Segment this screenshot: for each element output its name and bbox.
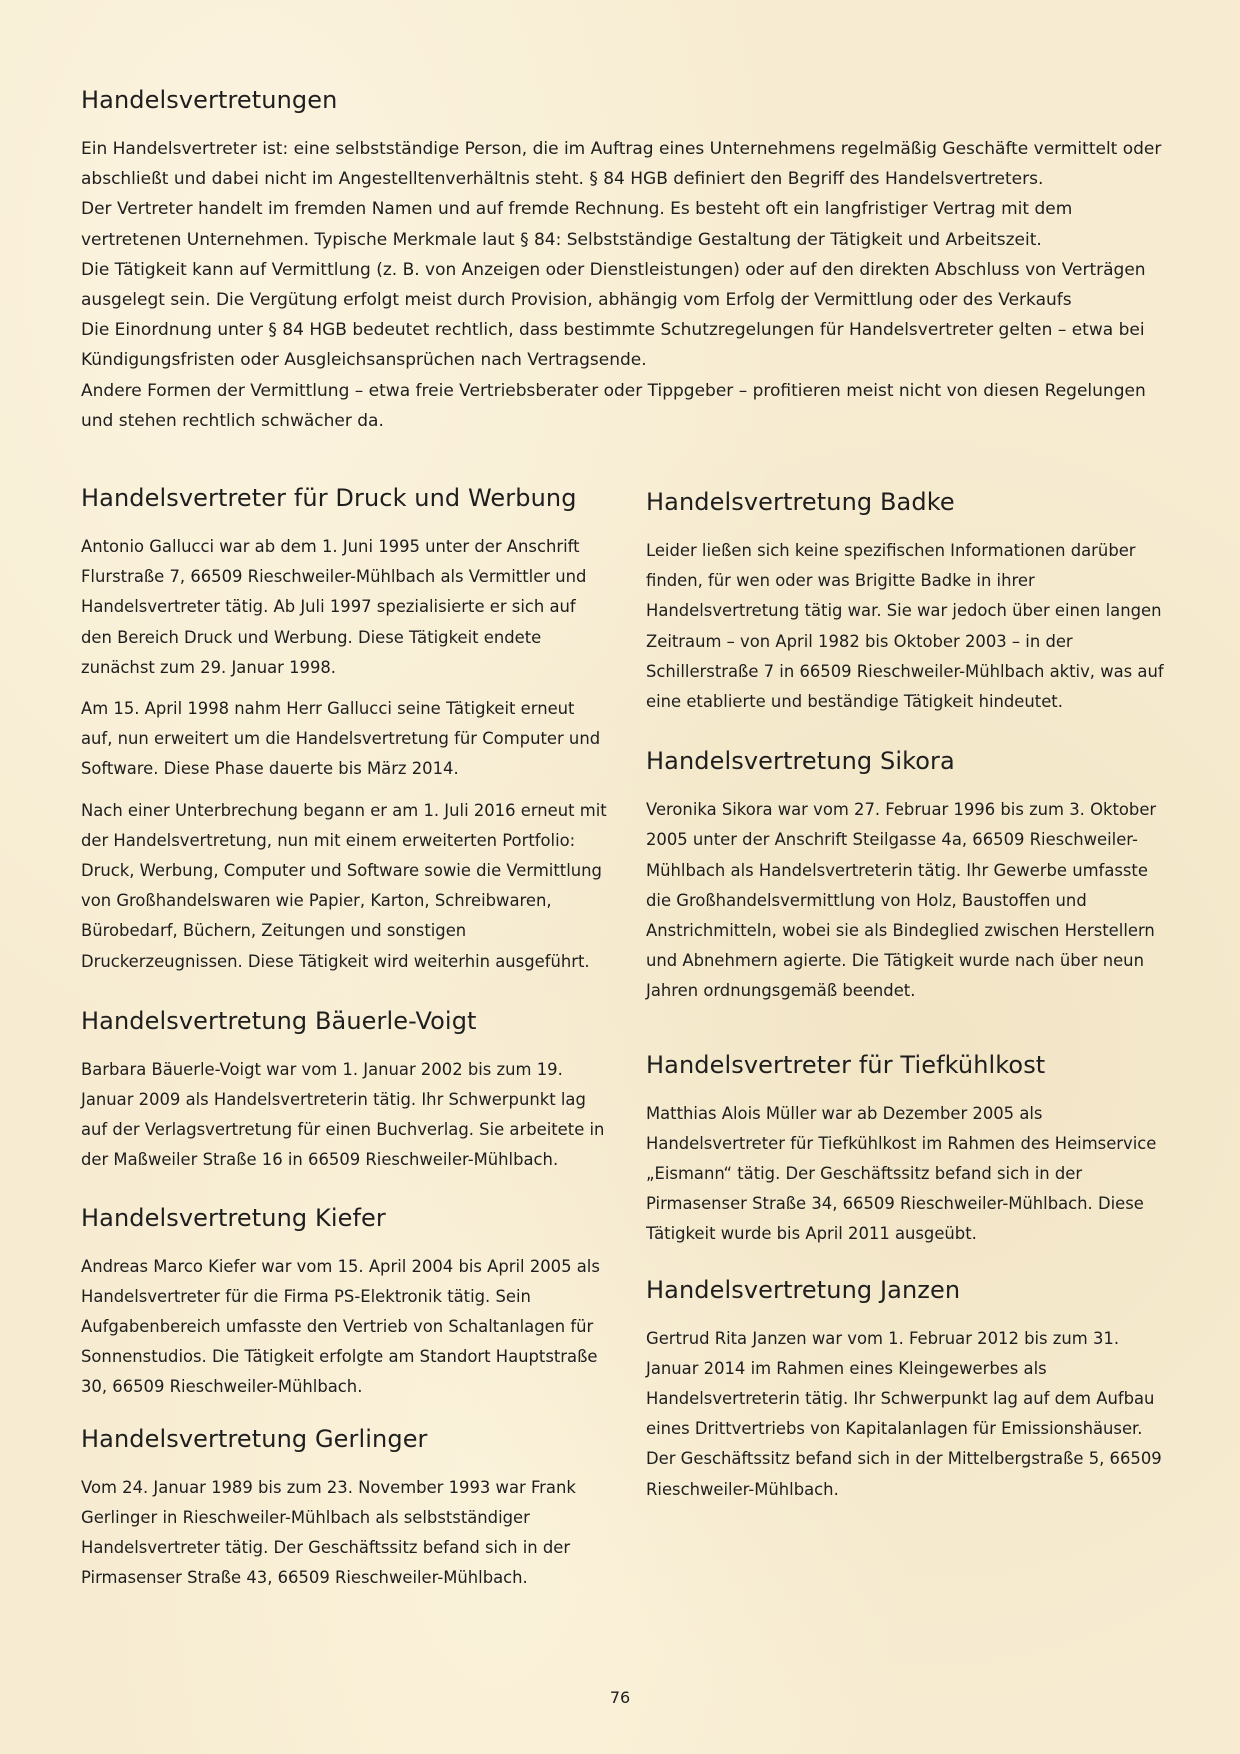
section-baeuerle-voigt <box>81 1007 611 1176</box>
section-gerlinger <box>81 1425 611 1594</box>
section-title: Handelsvertretung Gerlinger <box>81 1424 428 1453</box>
section-paragraph: Matthias Alois Müller war ab Dezember 2005 als Handelsvertreter für Tiefkühlkost im Rahmen des Heimservice „Eismann“ tätig. Der Geschäftssitz befand sich in der Pirmasenser Straße 34, 66509 Rieschweiler-Mühlbach. Diese Tätigkeit wurde bis April 2011 ausgeübt. <box>646 1103 1157 1244</box>
section-title: Handelsvertretung Badke <box>646 488 955 516</box>
section-tiefkuehlkost <box>646 1051 1166 1250</box>
section-paragraph: Leider ließen sich keine spezifischen Informationen darüber finden, für wen oder was Brigitte Badke in ihrer Handelsvertretung tätig war. Sie war jedoch über einen langen Zeitraum – von April 1982 bis Oktober 2003 – in der Schillerstraße 7 in 66509 Rieschweiler-Mühlbach aktiv, was auf eine etablierte und beständige Tätigkeit hindeutet. <box>646 541 1164 712</box>
intro-section <box>81 86 1166 436</box>
page-number: 76 <box>609 1688 631 1707</box>
section-druck-werbung <box>81 484 611 977</box>
section-janzen <box>646 1276 1166 1505</box>
intro-paragraph: Andere Formen der Vermittlung – etwa freie Vertriebsberater oder Tippgeber – profitieren meist nicht von diesen Regelungen und stehen rechtlich schwächer da. <box>81 380 1146 431</box>
section-sikora <box>646 747 1166 1006</box>
section-paragraph: Vom 24. Januar 1989 bis zum 23. November 1993 war Frank Gerlinger in Rieschweiler-Mühlbach als selbstständiger Handelsvertreter tätig. Der Geschäftssitz befand sich in der Pirmasenser Straße 43, 66509 Rieschweiler-Mühlbach. <box>81 1477 576 1588</box>
section-paragraph: Andreas Marco Kiefer war vom 15. April 2004 bis April 2005 als Handelsvertreter für die Firma PS-Elektronik tätig. Sein Aufgabenbereich umfasste den Vertrieb von Schaltanlagen für Sonnenstudios. Die Tätigkeit erfolgte am Standort Hauptstraße 30, 66509 Rieschweiler-Mühlbach. <box>81 1256 600 1397</box>
section-paragraph: Antonio Gallucci war ab dem 1. Juni 1995 unter der Anschrift Flurstraße 7, 66509 Rieschweiler-Mühlbach als Vermittler und Handelsvertreter tätig. Ab Juli 1997 spezialisierte er sich auf den Bereich Druck und Werbung. Diese Tätigkeit endete zunächst zum 29. Januar 1998. <box>81 537 587 677</box>
section-title: Handelsvertreter für Druck und Werbung <box>81 484 577 512</box>
intro-paragraph: Die Tätigkeit kann auf Vermittlung (z. B. von Anzeigen oder Dienstleistungen) oder auf den direkten Abschluss von Verträgen ausgelegt sein. Die Vergütung erfolgt meist durch Provision, abhängig vom Erfolg der Vermittlung oder des Verkaufs <box>81 259 1146 311</box>
intro-paragraph: Die Einordnung unter § 84 HGB bedeutet rechtlich, dass bestimmte Schutzregelungen für Handelsvertreter gelten – etwa bei Kündigungsfristen oder Ausgleichsansprüchen nach Vertragsende. <box>81 320 1145 371</box>
section-paragraph: Barbara Bäuerle-Voigt war vom 1. Januar 2002 bis zum 19. Januar 2009 als Handelsvertreterin tätig. Ihr Schwerpunkt lag auf der Verlagsvertretung für einen Buchverlag. Sie arbeitete in der Maßweiler Straße 16 in 66509 Rieschweiler-Mühlbach. <box>81 1059 605 1170</box>
intro-paragraph: Der Vertreter handelt im fremden Namen und auf fremde Rechnung. Es besteht oft ein langfristiger Vertrag mit dem vertretenen Unternehmen. Typische Merkmale laut § 84: Selbstständige Gestaltung der Tätigkeit und Arbeitszeit. <box>81 199 1073 250</box>
section-paragraph: Gertrud Rita Janzen war vom 1. Februar 2012 bis zum 31. Januar 2014 im Rahmen eines Kleingewerbes als Handelsvertreterin tätig. Ihr Schwerpunkt lag auf dem Aufbau eines Drittvertriebs von Kapitalanlagen für Emissionshäuser. Der Geschäftssitz befand sich in der Mittelbergstraße 5, 66509 Rieschweiler-Mühlbach. <box>646 1328 1162 1499</box>
intro-title: Handelsvertretungen <box>81 86 338 114</box>
section-kiefer <box>81 1204 611 1403</box>
left-column <box>81 484 611 1617</box>
section-badke <box>646 488 1166 717</box>
section-paragraph: Am 15. April 1998 nahm Herr Gallucci seine Tätigkeit erneut auf, nun erweitert um die Handelsvertretung für Computer und Software. Diese Phase dauerte bis März 2014. <box>81 699 601 779</box>
section-paragraph: Veronika Sikora war vom 27. Februar 1996 bis zum 3. Oktober 2005 unter der Anschrift Steilgasse 4a, 66509 Rieschweiler-Mühlbach als Handelsvertreterin tätig. Ihr Gewerbe umfasste die Großhandelsvermittlung von Holz, Baustoffen und Anstrichmitteln, wobei sie als Bindeglied zwischen Herstellern und Abnehmern agierte. Die Tätigkeit wurde nach über neun Jahren ordnungsgemäß beendet. <box>646 800 1157 1001</box>
intro-paragraph: Ein Handelsvertreter ist: eine selbstständige Person, die im Auftrag eines Unternehmens regelmäßig Geschäfte vermittelt oder abschließt und dabei nicht im Angestelltenverhältnis steht. § 84 HGB definiert den Begriff des Handelsvertreters. <box>81 139 1162 190</box>
section-title: Handelsvertreter für Tiefkühlkost <box>646 1050 1046 1079</box>
section-title: Handelsvertretung Bäuerle-Voigt <box>81 1006 477 1035</box>
right-column <box>646 488 1166 1529</box>
section-title: Handelsvertretung Sikora <box>646 747 955 776</box>
section-paragraph: Nach einer Unterbrechung begann er am 1. Juli 2016 erneut mit der Handelsvertretung, nun mit einem erweiterten Portfolio: Druck, Werbung, Computer und Software sowie die Vermittlung von Großhandelswaren wie Papier, Karton, Schreibwaren, Bürobedarf, Büchern, Zeitungen und sonstigen Druckerzeugnissen. Diese Tätigkeit wird weiterhin ausgeführt. <box>81 800 607 971</box>
section-title: Handelsvertretung Kiefer <box>81 1203 386 1232</box>
section-title: Handelsvertretung Janzen <box>646 1275 961 1304</box>
